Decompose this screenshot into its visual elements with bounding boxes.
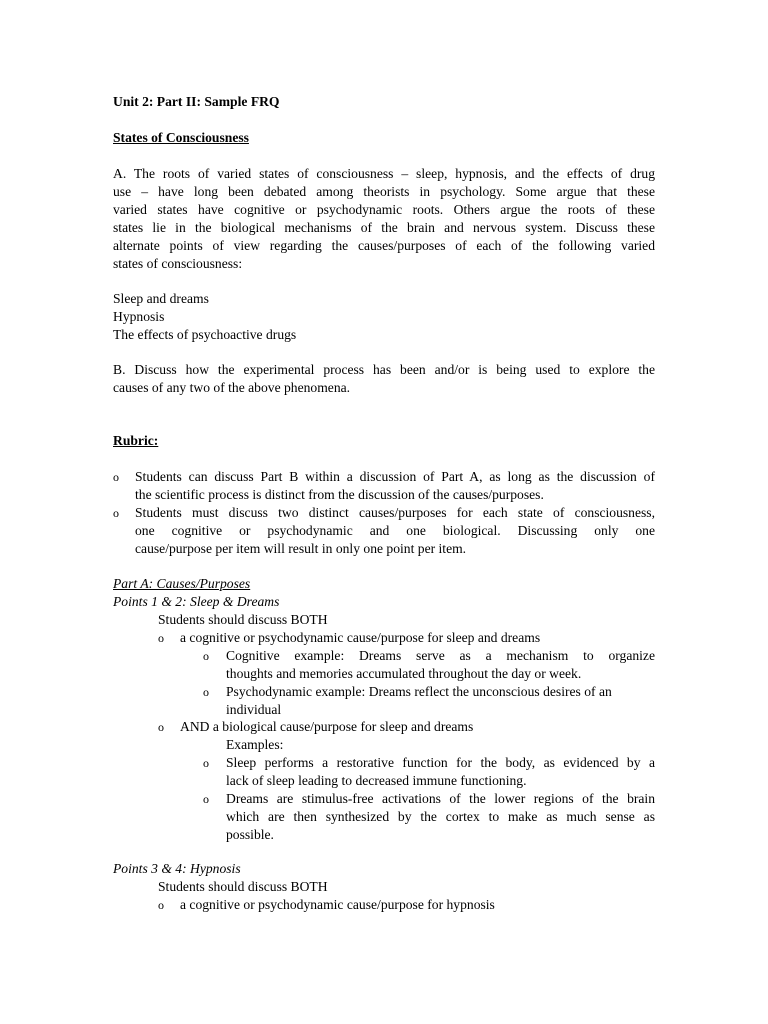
question-a-line: states lie in the biological mechanisms of the brain and nervous system. Discuss these — [113, 219, 655, 235]
biological-example: Sleep performs a restorative function for the body, as evidenced by a lack of sleep leading to decreased immune functioning. — [226, 755, 655, 788]
bullet-icon: o — [203, 756, 209, 770]
bullet-icon: o — [203, 792, 209, 806]
points-3-4-heading: Points 3 & 4: Hypnosis — [113, 861, 241, 876]
bullet-icon: o — [203, 649, 209, 663]
question-b-line: B. Discuss how the experimental process has been and/or is being used to explore the — [113, 362, 655, 377]
points-3-4-intro: Students should discuss BOTH — [158, 879, 328, 894]
psychodynamic-example: Psychodynamic example: Dreams reflect the unconscious desires of an individual — [226, 684, 612, 717]
bullet-icon: o — [113, 506, 119, 520]
rubric-item: Students must discuss two distinct causes/purposes for each state of consciousness, one cognitive or psychodynamic and one biological. Discussing only one cause/purpose per item will result in only one point per item. — [135, 505, 655, 556]
part-a-heading: Part A: Causes/Purposes — [113, 576, 251, 591]
cognitive-item: a cognitive or psychodynamic cause/purpose for sleep and dreams — [180, 630, 541, 645]
bullet-icon: o — [203, 685, 209, 699]
question-a-line: use – have long been debated among theorists in psychology. Some argue that these — [113, 183, 655, 199]
biological-item: AND a biological cause/purpose for sleep and dreams — [180, 719, 474, 734]
question-a-line: states of consciousness: — [113, 255, 243, 271]
state-item: Hypnosis — [113, 308, 165, 324]
points-1-2-heading: Points 1 & 2: Sleep & Dreams — [113, 594, 280, 609]
examples-label: Examples: — [226, 737, 284, 752]
state-item: The effects of psychoactive drugs — [113, 326, 297, 342]
section-title: States of Consciousness — [113, 130, 249, 145]
question-a-line: A. The roots of varied states of consciousness – sleep, hypnosis, and the effects of drug — [113, 166, 655, 181]
question-a-line: varied states have cognitive or psychodynamic roots. Others argue the roots of these — [113, 201, 655, 217]
rubric-heading: Rubric: — [113, 433, 159, 448]
question-a-line: alternate points of view regarding the causes/purposes of each of the following varied — [113, 237, 655, 253]
bullet-icon: o — [113, 470, 119, 484]
question-a — [113, 165, 655, 272]
cognitive-example: Cognitive example: Dreams serve as a mechanism to organize thoughts and memories accumulated throughout the day or week. — [226, 648, 655, 681]
state-item: Sleep and dreams — [113, 291, 209, 306]
hypnosis-cognitive-item: a cognitive or psychodynamic cause/purpose for hypnosis — [180, 897, 495, 912]
states-list — [113, 290, 655, 344]
page-title: Unit 2: Part II: Sample FRQ — [113, 94, 280, 109]
question-b — [113, 361, 655, 397]
points-1-2-intro: Students should discuss BOTH — [158, 612, 328, 627]
biological-example: Dreams are stimulus-free activations of the lower regions of the brain which are then synthesized by the cortex to make as much sense as possible. — [226, 791, 655, 842]
rubric-item: Students can discuss Part B within a discussion of Part A, as long as the discussion of the scientific process is distinct from the discussion of the causes/purposes. — [135, 469, 655, 502]
bullet-icon: o — [158, 720, 164, 734]
question-b-line: causes of any two of the above phenomena. — [113, 379, 351, 395]
bullet-icon: o — [158, 631, 164, 645]
bullet-icon: o — [158, 898, 164, 912]
